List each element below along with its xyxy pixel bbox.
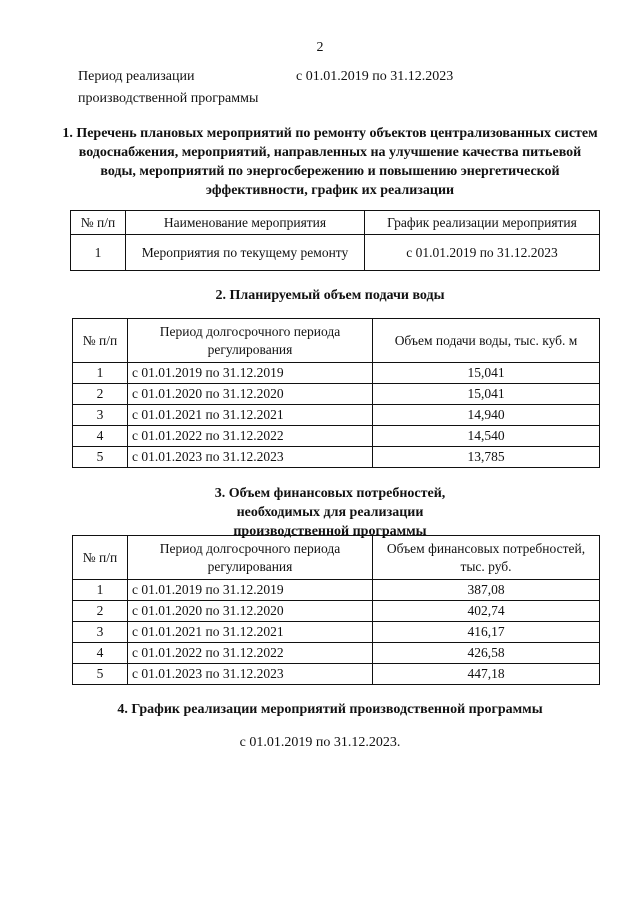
table-row — [73, 384, 600, 405]
cell-period: с 01.01.2021 по 31.12.2021 — [128, 622, 373, 643]
cell-period: с 01.01.2023 по 31.12.2023 — [128, 447, 373, 468]
program-period-value: с 01.01.2019 по 31.12.2023 — [296, 69, 454, 84]
section3-title: 3. Объем финансовых потребностей, необходимых для реализации производственной программы — [214, 486, 446, 539]
cell-finance: 402,74 — [373, 601, 600, 622]
cell-number: 2 — [73, 601, 128, 622]
col-header-schedule: График реализации мероприятия — [365, 211, 600, 235]
col-header-period: Период долгосрочного периода регулирования — [128, 319, 373, 363]
cell-finance: 447,18 — [373, 664, 600, 685]
cell-number: 2 — [73, 384, 128, 405]
table-header-row — [73, 319, 600, 363]
cell-volume: 14,540 — [373, 426, 600, 447]
table-row — [71, 235, 600, 271]
cell-period: с 01.01.2019 по 31.12.2019 — [128, 363, 373, 384]
cell-number: 4 — [73, 426, 128, 447]
section3-table — [72, 535, 600, 685]
program-period-label: Период реализации производственной программы — [78, 69, 259, 106]
section1-title: 1. Перечень плановых мероприятий по ремонту объектов централизованных систем водоснабжения, мероприятий, направленных на улучшение качества питьевой воды, мероприятий по энергосбережению и повышению энергетической эффективности, график их реализации — [62, 126, 598, 198]
table-header-row — [71, 211, 600, 235]
table-row — [73, 405, 600, 426]
col-header-finance: Объем финансовых потребностей, тыс. руб. — [373, 536, 600, 580]
section4-schedule-text: с 01.01.2019 по 31.12.2023. — [239, 735, 401, 750]
section2-title: 2. Планируемый объем подачи воды — [215, 288, 445, 303]
table-row — [73, 580, 600, 601]
section1-table — [70, 210, 600, 271]
cell-period: с 01.01.2020 по 31.12.2020 — [128, 601, 373, 622]
page-number: 2 — [316, 40, 324, 55]
col-header-number: № п/п — [73, 536, 128, 580]
cell-number: 3 — [73, 622, 128, 643]
cell-period: с 01.01.2021 по 31.12.2021 — [128, 405, 373, 426]
cell-volume: 14,940 — [373, 405, 600, 426]
cell-finance: 387,08 — [373, 580, 600, 601]
cell-number: 1 — [73, 580, 128, 601]
cell-period: с 01.01.2022 по 31.12.2022 — [128, 643, 373, 664]
col-header-volume: Объем подачи воды, тыс. куб. м — [373, 319, 600, 363]
cell-period: с 01.01.2019 по 31.12.2019 — [128, 580, 373, 601]
cell-finance: 416,17 — [373, 622, 600, 643]
table-row — [73, 664, 600, 685]
cell-number: 1 — [73, 363, 128, 384]
table-row — [73, 447, 600, 468]
cell-volume: 13,785 — [373, 447, 600, 468]
table-row — [73, 601, 600, 622]
cell-schedule: с 01.01.2019 по 31.12.2023 — [365, 235, 600, 271]
cell-number: 5 — [73, 664, 128, 685]
cell-number: 1 — [71, 235, 126, 271]
col-header-number: № п/п — [71, 211, 126, 235]
table-row — [73, 426, 600, 447]
cell-activity: Мероприятия по текущему ремонту — [126, 235, 365, 271]
section4-title: 4. График реализации мероприятий производственной программы — [117, 702, 543, 717]
cell-number: 5 — [73, 447, 128, 468]
col-header-name: Наименование мероприятия — [126, 211, 365, 235]
cell-number: 4 — [73, 643, 128, 664]
col-header-number: № п/п — [73, 319, 128, 363]
col-header-period: Период долгосрочного периода регулирования — [128, 536, 373, 580]
cell-volume: 15,041 — [373, 363, 600, 384]
table-header-row — [73, 536, 600, 580]
cell-period: с 01.01.2020 по 31.12.2020 — [128, 384, 373, 405]
cell-volume: 15,041 — [373, 384, 600, 405]
cell-number: 3 — [73, 405, 128, 426]
table-row — [73, 643, 600, 664]
cell-period: с 01.01.2023 по 31.12.2023 — [128, 664, 373, 685]
cell-period: с 01.01.2022 по 31.12.2022 — [128, 426, 373, 447]
cell-finance: 426,58 — [373, 643, 600, 664]
table-row — [73, 622, 600, 643]
section2-table — [72, 318, 600, 468]
table-row — [73, 363, 600, 384]
